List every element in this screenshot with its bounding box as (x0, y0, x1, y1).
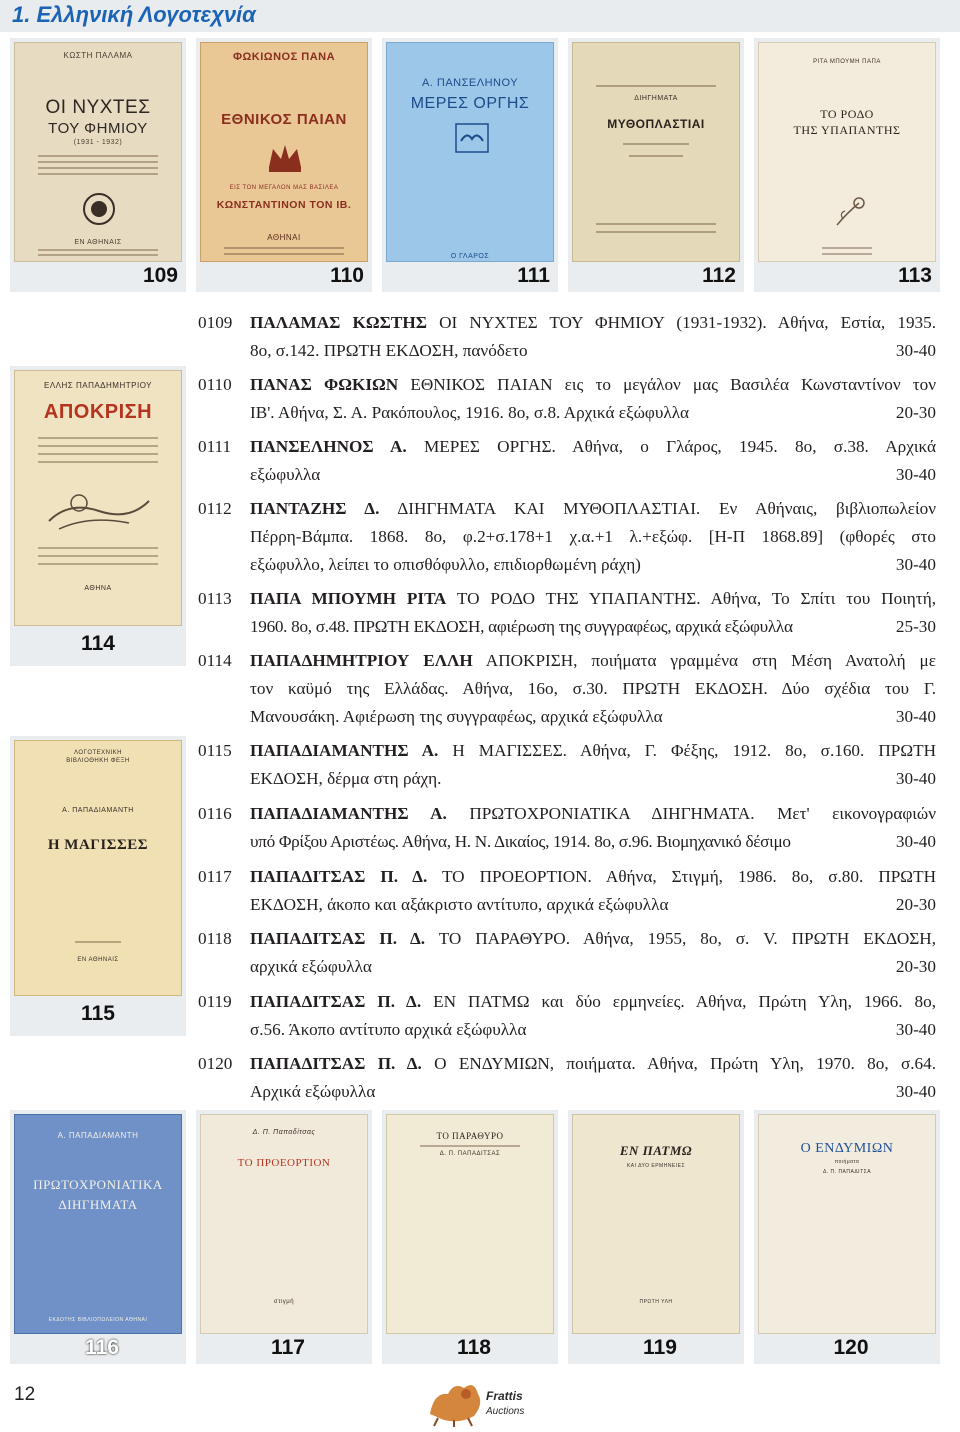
entry-text: ΠΡΩΤΟΧΡΟΝΙΑΤΙΚΑ ΔΙΗΓΗΜΑΤΑ. Μετ' εικονογραφιών (469, 804, 936, 823)
book-cover-116 (14, 1114, 182, 1334)
book-number: 111 (517, 264, 550, 287)
lot-code: 0120 (198, 1054, 233, 1073)
book-card-110[interactable] (196, 38, 372, 292)
entry-text: Ο ΕΝΔΥΜΙΩΝ, ποιήματα. Αθήνα, Πρώτη Υλη, 1970. 8ο, σ.64. (434, 1054, 936, 1073)
logo-line1: Frattis (486, 1389, 523, 1403)
cover-subtitle: ΔΙΗΓΗΜΑΤΑ (58, 1197, 138, 1212)
book-cover-112 (572, 42, 740, 262)
cover-subtitle: ΤΗΣ ΥΠΑΠΑΝΤΗΣ (793, 123, 901, 137)
cover-author: ΦΩΚΙΩΝΟΣ ΠΑΝΑ (232, 51, 336, 63)
page-number: 12 (14, 1384, 36, 1405)
lot-code: 0109 (198, 313, 233, 332)
cover-author: ΚΩΣΤΗ ΠΑΛΑΜΑ (63, 51, 133, 60)
book-cover-118 (386, 1114, 554, 1334)
entry-author: ΠΑΠΑΔΙΤΣΑΣ Π. Δ. (250, 929, 426, 948)
publisher-emblem-icon (81, 191, 117, 227)
cover-title: ΟΙ ΝΥΧΤΕΣ (45, 97, 151, 118)
entry-price: 30-40 (895, 1082, 936, 1101)
cover-series: ΛΟΓΟΤΕΧΝΙΚΗ ΒΙΒΛΙΟΘΗΚΗ ΦΕΞΗ (66, 750, 130, 764)
cover-author: Α. ΠΑΝΣΕΛΗΝΟΥ (421, 77, 519, 89)
book-card-113[interactable] (754, 38, 940, 292)
book-card-116[interactable] (10, 1110, 186, 1364)
entry-text: Μανουσάκη. Αφιέρωση της συγγραφέως, αρχικά εξώφυλλα (250, 707, 663, 726)
book-cover-115 (14, 740, 182, 996)
entry-author: ΠΑΝΑΣ ΦΩΚΙΩΝ (250, 375, 399, 394)
entry-price: 30-40 (895, 555, 936, 574)
book-card-118[interactable] (382, 1110, 558, 1364)
cover-city: ΕΝ ΑΘΗΝΑΙΣ (74, 239, 122, 246)
entry-text: τον καϋμό της Ελλάδας. Αθήνα, 16ο, σ.30. ΠΡΩΤΗ ΕΚΔΟΣΗ. Δύο σχέδια του Γ. (250, 679, 936, 698)
entry-price: 30-40 (895, 769, 936, 788)
entry-author: ΠΑΝΣΕΛΗΝΟΣ Α. (250, 437, 407, 456)
cover-subtitle: ΚΩΝΣΤΑΝΤΙΝΟΝ ΤΟΝ ΙΒ. (216, 199, 352, 211)
lot-code: 0119 (198, 992, 232, 1011)
page-header (0, 0, 960, 32)
cover-author: Δ. Π. ΠΑΠΑΔΙΤΣΑ (822, 1169, 872, 1175)
entry-text: σ.56. Άκοπο αντίτυπο αρχικά εξώφυλλα (250, 1020, 527, 1039)
book-number: 110 (330, 264, 364, 287)
entry-price: 30-40 (895, 832, 936, 851)
section-title: 1. Ελληνική Λογοτεχνία (12, 2, 256, 27)
cover-city: ΑΘΗΝΑΙ (267, 233, 301, 242)
entry-text: ΕΘΝΙΚΟΣ ΠΑΙΑΝ εις το μεγάλον μας Βασιλέα Κωνσταντίνον τον (410, 375, 937, 394)
cover-author: ΡΙΤΑ ΜΠΟΥΜΗ ΠΑΠΑ (813, 59, 881, 65)
entry-text: υπό Φρίξου Αριστέως. Αθήνα, Η. Ν. Δικαίος, 1914. 8ο, σ.96. Βιομηχανικό δέσιμο (250, 832, 791, 851)
cover-title: ΕΝ ΠΑΤΜΩ (619, 1143, 693, 1158)
book-number: 114 (81, 632, 115, 655)
entry-price: 30-40 (895, 341, 936, 360)
book-cover-113 (758, 42, 936, 262)
book-card-120[interactable] (754, 1110, 940, 1364)
cover-author: Α. ΠΑΠΑΔΙΑΜΑΝΤΗ (57, 1131, 139, 1140)
lot-code: 0112 (198, 499, 232, 518)
lot-code: 0115 (198, 741, 232, 760)
cover-subtitle: ΜΥΘΟΠΛΑΣΤΙΑΙ (607, 117, 705, 131)
cover-title: ΑΠΟΚΡΙΣΗ (43, 401, 153, 423)
lot-code: 0116 (198, 804, 232, 823)
entry-price: 20-30 (895, 895, 936, 914)
cover-author: Δ. Π. Παπαδίτσας (252, 1129, 316, 1136)
book-number: 112 (702, 264, 736, 287)
cover-subtitle: ποιήματα (834, 1159, 860, 1165)
entry-author: ΠΑΠΑΔΗΜΗΤΡΙΟΥ ΕΛΛΗ (250, 651, 473, 670)
book-card-109[interactable] (10, 38, 186, 292)
entry-text: ΔΙΗΓΗΜΑΤΑ ΚΑΙ ΜΥΘΟΠΛΑΣΤΙΑΙ. Εν Αθήναις, βιβλιοπωλείον (397, 499, 937, 518)
entry-text: 1960. 8ο, σ.48. ΠΡΩΤΗ ΕΚΔΟΣΗ, αφιέρωση της συγγραφέως, αρχικά εξώφυλλα (250, 617, 793, 636)
cover-title: Η ΜΑΓΙΣΣΕΣ (47, 837, 149, 853)
entry-text: Η ΜΑΓΙΣΣΕΣ. Αθήνα, Γ. Φέξης, 1912. 8ο, σ.160. ΠΡΩΤΗ (452, 741, 936, 760)
entry-text: ΕΚΔΟΣΗ, άκοπο και αξάκριστο αντίτυπο, αρχικά εξώφυλλα (250, 895, 669, 914)
cover-years: (1931 - 1932) (73, 139, 123, 146)
logo-line2: Auctions (486, 1406, 525, 1417)
entry-text: Αρχικά εξώφυλλα (250, 1082, 376, 1101)
cover-city: ΕΝ ΑΘΗΝΑΙΣ (77, 957, 119, 963)
book-number: 109 (142, 264, 178, 287)
book-cover-111 (386, 42, 554, 262)
book-cover-109 (14, 42, 182, 262)
entry-text: ΤΟ ΠΡΟΕΟΡΤΙΟΝ. Αθήνα, Στιγμή, 1986. 8ο, σ.80. ΠΡΩΤΗ (441, 867, 936, 886)
entry-text: Πέρρη-Βάμπα. 1868. 8ο, φ.2+σ.178+1 χ.α.+1 λ.+εξώφ. [Η-Π 1868.89] (φθορές στο (250, 527, 936, 546)
lot-code: 0118 (198, 929, 232, 948)
book-number: 113 (898, 264, 932, 287)
book-number: 117 (271, 1336, 305, 1359)
cover-title: ΤΟ ΠΡΟΕΟΡΤΙΟΝ (237, 1157, 331, 1169)
cover-publisher: Ο ΓΛΑΡΟΣ (450, 253, 490, 260)
cover-title: ΤΟ ΠΑΡΑΘΥΡΟ (436, 1131, 504, 1141)
lot-code: 0114 (198, 651, 232, 670)
lot-code: 0111 (198, 437, 232, 456)
book-cover-117 (200, 1114, 368, 1334)
entry-price: 30-40 (895, 707, 936, 726)
book-card-115[interactable] (10, 736, 186, 1036)
entry-text: εξώφυλλο, λείπει το οπισθόφυλλο, επιδιορθωμένη ράχη) (250, 555, 641, 574)
entry-price: 20-30 (895, 403, 936, 422)
book-number: 119 (643, 1336, 677, 1359)
entry-text: ΕΚΔΟΣΗ, δέρμα στη ράχη. (250, 769, 442, 788)
cover-subtitle: ΤΟΥ ΦΗΜΙΟΥ (48, 120, 148, 137)
cover-author: ΕΛΛΗΣ ΠΑΠΑΔΗΜΗΤΡΙΟΥ (43, 381, 152, 390)
book-card-117[interactable] (196, 1110, 372, 1364)
cover-title: ΤΟ ΡΟΔΟ (820, 107, 874, 121)
book-cover-120 (758, 1114, 936, 1334)
cover-title: ΔΙΗΓΗΜΑΤΑ (634, 95, 678, 102)
cover-title: Ο ΕΝΔΥΜΙΩΝ (800, 1141, 894, 1156)
entry-text: ΟΙ ΝΥΧΤΕΣ ΤΟΥ ΦΗΜΙΟΥ (1931-1932). Αθήνα, Εστία, 1935. (439, 313, 937, 332)
entry-price: 30-40 (895, 1020, 936, 1039)
cover-title: ΜΕΡΕΣ ΟΡΓΗΣ (410, 95, 530, 112)
entry-text: εξώφυλλα (250, 465, 321, 484)
entry-text: 8ο, σ.142. ΠΡΩΤΗ ΕΚΔΟΣΗ, πανόδετο (250, 341, 528, 360)
book-cover-114 (14, 370, 182, 626)
entry-author: ΠΑΠΑΔΙΤΣΑΣ Π. Δ. (250, 992, 422, 1011)
book-card-112[interactable] (568, 38, 744, 292)
lot-code: 0117 (198, 867, 232, 886)
lot-code: 0113 (198, 589, 232, 608)
entry-price: 30-40 (895, 465, 936, 484)
entry-price: 25-30 (895, 617, 936, 636)
figure-drawing-icon (39, 471, 159, 541)
cover-author: Δ. Π. ΠΑΠΑΔΙΤΣΑΣ (439, 1151, 501, 1157)
cover-subtitle: ΚΑΙ ΔΥΟ ΕΡΜΗΝΕΙΕΣ (626, 1163, 686, 1169)
cover-title: ΕΘΝΙΚΟΣ ΠΑΙΑΝ (221, 111, 347, 128)
cover-author: Α. ΠΑΠΑΔΙΑΜΑΝΤΗ (62, 807, 134, 814)
entry-text: ΙΒ'. Αθήνα, Σ. Α. Ρακόπουλος, 1916. 8ο, σ.8. Αρχικά εξώφυλλα (250, 403, 690, 422)
lot-code: 0110 (198, 375, 232, 394)
book-number: 116 (85, 1336, 119, 1359)
entry-author: ΠΑΠΑΔΙΤΣΑΣ Π. Δ. (250, 867, 428, 886)
cover-publisher: ΕΚΔΟΤΗΣ ΒΙΒΛΙΟΠΩΛΕΙΟΝ ΑΘΗΝΑΙ (48, 1317, 148, 1323)
seagull-emblem-icon (455, 123, 489, 153)
frattis-auctions-logo (424, 1374, 544, 1428)
book-number: 120 (833, 1336, 869, 1359)
crown-icon (265, 139, 305, 175)
entry-author: ΠΑΠΑΔΙΤΣΑΣ Π. Δ. (250, 1054, 422, 1073)
book-number: 118 (457, 1336, 491, 1359)
entry-author: ΠΑΝΤΑΖΗΣ Δ. (250, 499, 380, 518)
entry-text: ΤΟ ΡΟΔΟ ΤΗΣ ΥΠΑΠΑΝΤΗΣ. Αθήνα, Το Σπίτι του Ποιητή, (456, 589, 936, 608)
book-card-114[interactable] (10, 366, 186, 666)
cover-city: ΑΘΗΝΑ (84, 585, 112, 592)
flower-drawing-icon (829, 193, 869, 233)
entry-text: αρχικά εξώφυλλα (250, 957, 372, 976)
entry-author: ΠΑΠΑ ΜΠΟΥΜΗ ΡΙΤΑ (250, 589, 447, 608)
cover-title: ΠΡΩΤΟΧΡΟΝΙΑΤΙΚΑ (33, 1177, 163, 1192)
cover-publisher: στιγμή (273, 1299, 295, 1305)
entry-author: ΠΑΛΑΜΑΣ ΚΩΣΤΗΣ (250, 313, 427, 332)
book-card-119[interactable] (568, 1110, 744, 1364)
entry-text: ΜΕΡΕΣ ΟΡΓΗΣ. Αθήνα, ο Γλάρος, 1945. 8ο, σ.38. Αρχικά (424, 437, 936, 456)
entry-text: ΤΟ ΠΑΡΑΘΥΡΟ. Αθήνα, 1955, 8ο, σ. V. ΠΡΩΤΗ ΕΚΔΟΣΗ, (438, 929, 937, 948)
book-cover-119 (572, 1114, 740, 1334)
entry-author: ΠΑΠΑΔΙΑΜΑΝΤΗΣ Α. (250, 804, 447, 823)
cover-dedication: ΕΙΣ ΤΟΝ ΜΕΓΑΛΟΝ ΜΑΣ ΒΑΣΙΛΕΑ (229, 185, 339, 191)
book-card-111[interactable] (382, 38, 558, 292)
book-cover-110 (200, 42, 368, 262)
entry-author: ΠΑΠΑΔΙΑΜΑΝΤΗΣ Α. (250, 741, 439, 760)
book-number: 115 (81, 1002, 115, 1025)
cover-publisher: ΠΡΩΤΗ ΥΛΗ (639, 1299, 673, 1305)
entry-text: ΑΠΟΚΡΙΣΗ, ποιήματα γραμμένα στη Μέση Ανατολή με (485, 651, 936, 670)
entry-text: ΕΝ ΠΑΤΜΩ και δύο ερμηνείες. Αθήνα, Πρώτη Υλη, 1966. 8ο, (433, 992, 936, 1011)
entry-price: 20-30 (895, 957, 936, 976)
